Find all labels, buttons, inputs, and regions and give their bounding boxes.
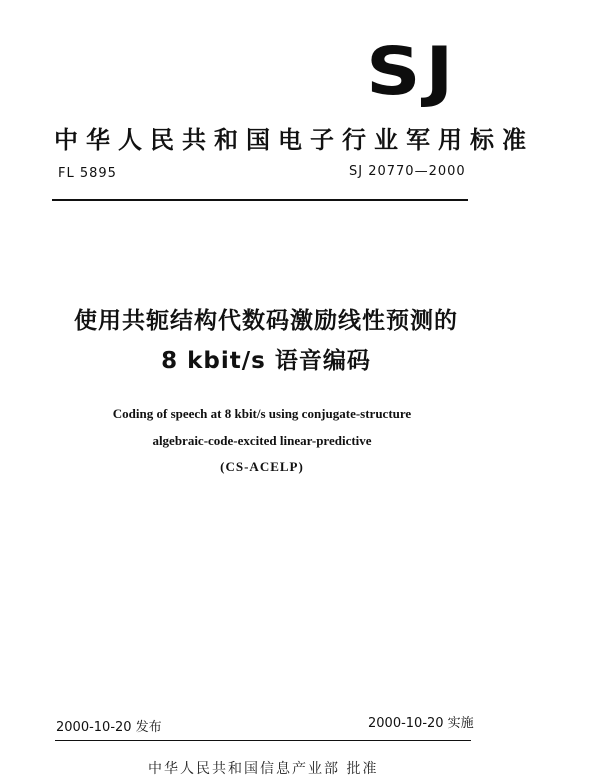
footer-divider [55, 740, 471, 741]
english-title-line-2: algebraic-code-excited linear-predictive [152, 433, 372, 448]
english-title-line-1: Coding of speech at 8 kbit/s using conjugate-structure [112, 406, 412, 421]
chinese-title-line-1: 使用共轭结构代数码激励线性预测的 [74, 308, 458, 334]
fl-classification-code: FL 5895 [58, 166, 117, 181]
implementation-date: 2000-10-20 实施 [368, 716, 474, 731]
issue-date: 2000-10-20 发布 [56, 720, 162, 735]
sj-logo: SJ [366, 33, 459, 110]
approving-authority: 中华人民共和国信息产业部 批准 [148, 761, 379, 777]
header-divider [52, 199, 468, 201]
english-title-line-3: (CS-ACELP) [220, 459, 304, 474]
standard-category-title: 中华人民共和国电子行业军用标准 [54, 126, 534, 154]
standard-number: SJ 20770—2000 [349, 164, 466, 179]
chinese-title-line-2: 8 kbit/s 语音编码 [161, 348, 371, 374]
